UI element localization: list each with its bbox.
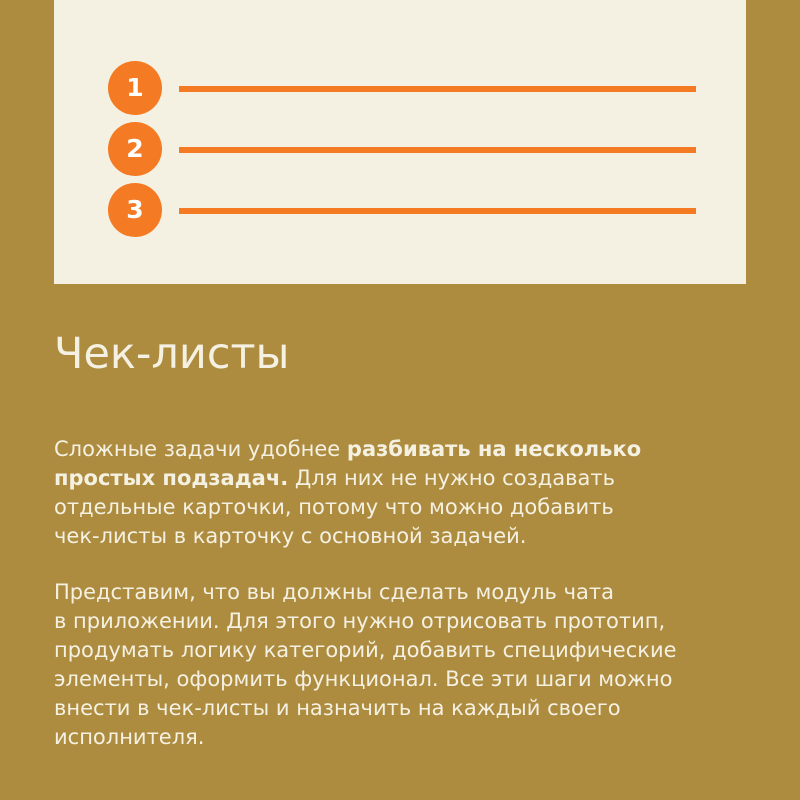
checklist-line — [179, 147, 696, 153]
paragraph-emphasis: простых подзадач. — [54, 466, 289, 490]
paragraph-line — [54, 464, 754, 493]
paragraph-line: элементы, оформить функционал. Все эти шаги можно — [54, 667, 673, 691]
paragraph-line: исполнителя. — [54, 725, 205, 749]
paragraph-line — [54, 435, 754, 464]
step-number-badge: 3 — [108, 183, 162, 237]
step-number-badge: 2 — [108, 122, 162, 176]
checklist-line — [179, 208, 696, 214]
paragraph-line: Представим, что вы должны сделать модуль чата — [54, 580, 614, 604]
paragraph-line: отдельные карточки, потому что можно добавить — [54, 495, 614, 519]
paragraph-line: в приложении. Для этого нужно отрисовать прототип, — [54, 609, 666, 633]
paragraph-line: продумать логику категорий, добавить специфические — [54, 638, 677, 662]
paragraph-emphasis: разбивать на несколько — [346, 437, 642, 461]
checklist-line — [179, 86, 696, 92]
paragraph-text: Сложные задачи удобнее — [54, 437, 347, 461]
intro-paragraph — [54, 435, 754, 551]
checklist-illustration-card — [54, 0, 746, 284]
paragraph-line: внести в чек-листы и назначить на каждый своего — [54, 696, 621, 720]
example-paragraph — [54, 578, 754, 752]
page-title: Чек-листы — [54, 329, 290, 379]
paragraph-text: Для них не нужно создавать — [288, 466, 615, 490]
step-number-badge: 1 — [108, 61, 162, 115]
paragraph-line: чек-листы в карточку с основной задачей. — [54, 524, 527, 548]
